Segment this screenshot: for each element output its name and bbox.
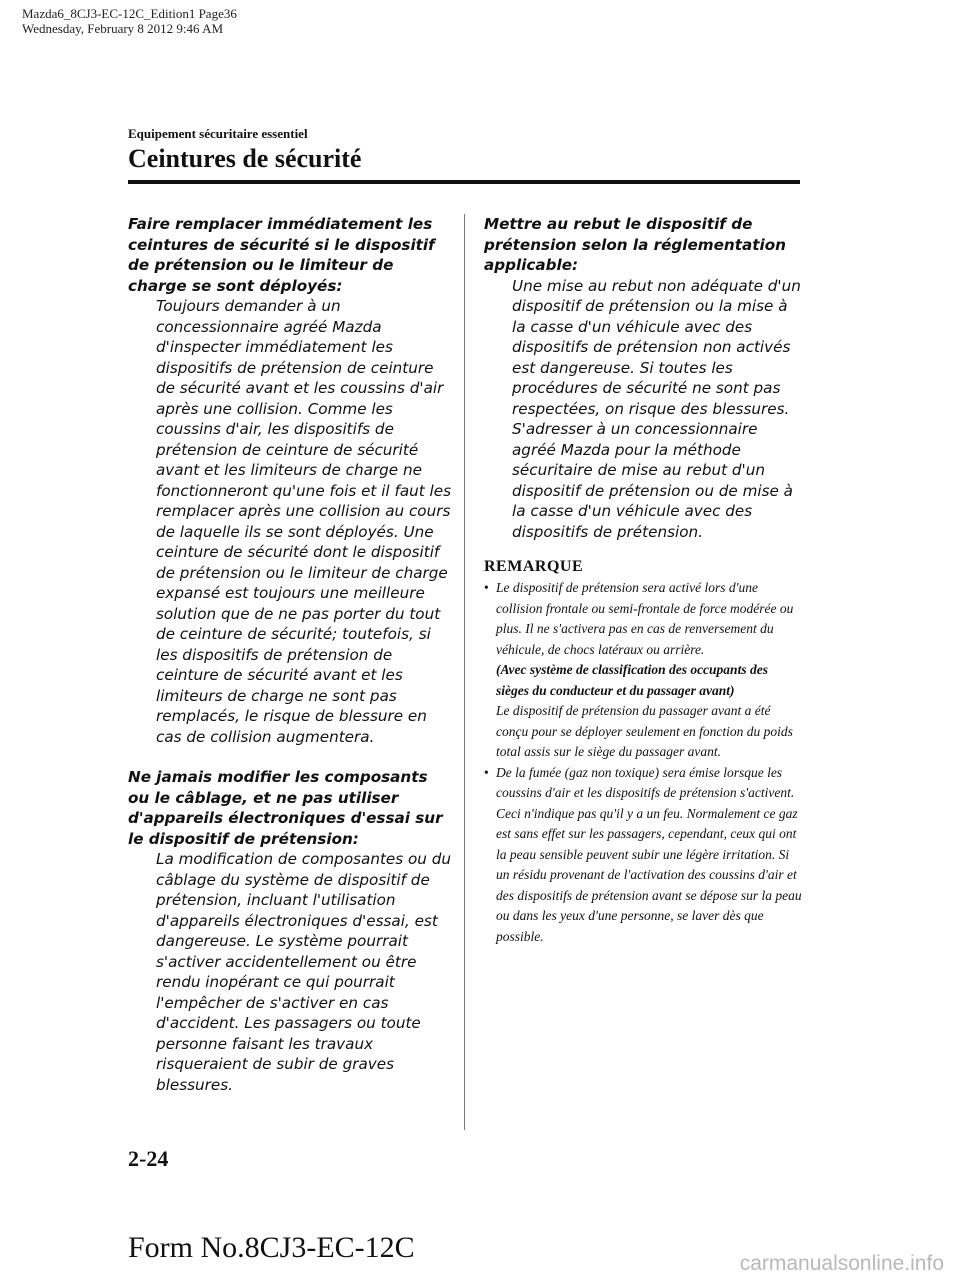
title-rule <box>128 180 800 184</box>
section-label: Equipement sécuritaire essentiel <box>128 126 308 141</box>
warning-body-disposal: Une mise au rebut non adéquate d'un dispositif de prétension ou la mise à la casse d'un véhicule avec des dispositifs de prétension non activés est dangereuse. Si toutes les procédures de sécurité ne sont pas respectées, on risque des blessures. S'adresser à un concessionnaire agréé Mazda pour la méthode sécuritaire de mise au rebut d'un dispositif de prétension ou de mise à la casse d'un véhicule avec des dispositifs de prétension. <box>512 276 801 541</box>
meta-line-file: Mazda6_8CJ3-EC-12C_Edition1 Page36 <box>22 6 237 21</box>
column-divider <box>464 214 465 1130</box>
warning-body-replace: Toujours demander à un concessionnaire agréé Mazda d'inspecter immédiatement les dispositifs de prétension de ceinture de sécurité avant et les coussins d'air après une collision. Comme les coussins d'air, les dispositifs de prétension de ceinture de sécurité avant et les limiteurs de charge ne fonctionneront qu'une fois et il faut les remplacer après une collision au cours de laquelle ils se sont déployés. Une ceinture de sécurité dont le dispositif de prétension ou le limiteur de charge expansé est toujours une meilleure solution que de ne pas porter du tout de ceinture de sécurité; toutefois, si les dispositifs de prétension de ceinture de sécurité avant et les limiteurs de charge ne sont pas remplacés, le risque de blessure en cas de collision augmentera. <box>156 297 452 746</box>
note-list <box>484 578 804 947</box>
watermark: carmanualsonline.info <box>739 1252 944 1275</box>
left-column <box>128 214 454 1095</box>
print-metadata <box>22 6 237 36</box>
spacer <box>128 747 454 767</box>
warning-heading-modify: Ne jamais modifier les composants ou le câblage, et ne pas utiliser d'appareils électroniques d'essai sur le dispositif de prétension: <box>128 768 443 848</box>
note-label: REMARQUE <box>484 558 584 575</box>
list-item <box>484 578 804 763</box>
bullet-icon: • <box>484 764 489 780</box>
warning-body-modify: La modification de composantes ou du câblage du système de dispositif de prétension, incluant l'utilisation d'appareils électroniques d'essai, est dangereuse. Le système pourrait s'activer accidentellement ou être rendu inopérant ce qui pourrait l'empêcher de s'activer en cas d'accident. Les passagers ou toute personne faisant les travaux risqueraient de subir de graves blessures. <box>156 850 452 1094</box>
note-text: Le dispositif de prétension sera activé lors d'une collision frontale ou semi-frontale de force modérée ou plus. Il ne s'activera pas en cas de renversement du véhicule, de chocs latéraux ou arrière. <box>496 580 794 657</box>
note-subheading: (Avec système de classification des occupants des sièges du conducteur et du passager avant) <box>496 662 768 698</box>
warning-heading-disposal: Mettre au rebut le dispositif de prétension selon la réglementation applicable: <box>484 215 786 274</box>
list-item <box>484 763 804 948</box>
form-number: Form No.8CJ3-EC-12C <box>128 1231 415 1264</box>
meta-line-date: Wednesday, February 8 2012 9:46 AM <box>22 21 224 36</box>
page-title: Ceintures de sécurité <box>128 144 362 173</box>
warning-heading-replace: Faire remplacer immédiatement les ceintures de sécurité si le dispositif de prétension ou le limiteur de charge se sont déployés: <box>128 215 435 295</box>
note-text: Le dispositif de prétension du passager avant a été conçu pour se déployer seulement en fonction du poids total assis sur le siège du passager avant. <box>496 703 793 759</box>
note-text: De la fumée (gaz non toxique) sera émise lorsque les coussins d'air et les dispositifs de prétension s'activent. Ceci n'indique pas qu'il y a un feu. Normalement ce gaz est sans effet sur les passagers, cependant, ceux qui ont la peau sensible peuvent subir une légère irritation. Si un résidu provenant de l'activation des coussins d'air et des dispositifs de prétension avant se dépose sur la peau ou dans les yeux d'une personne, se laver dès que possible. <box>496 764 802 944</box>
right-column <box>484 214 804 947</box>
page-number: 2-24 <box>128 1146 169 1171</box>
bullet-icon: • <box>484 580 489 595</box>
